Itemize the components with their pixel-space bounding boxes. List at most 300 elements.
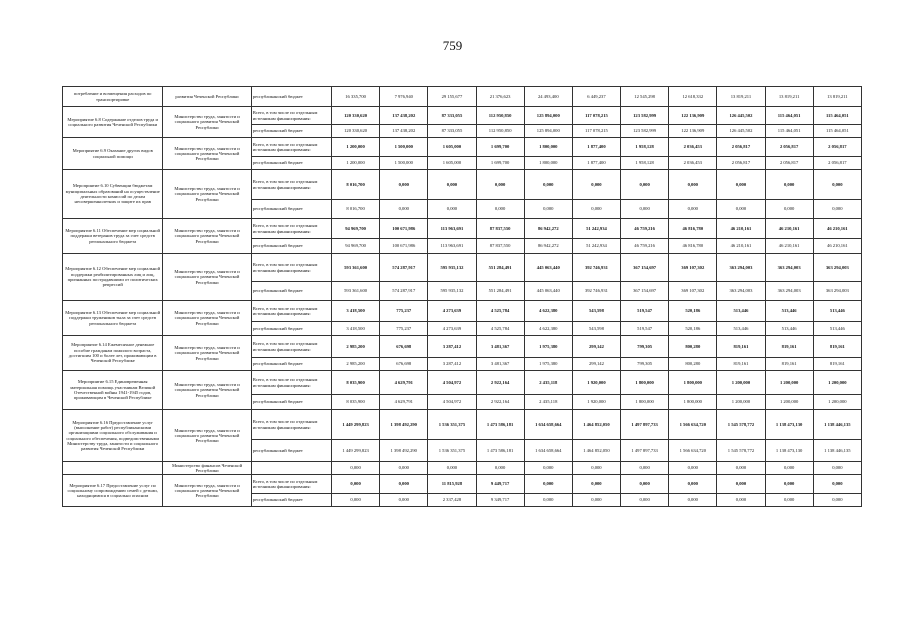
amount-cell: 1 200,000 <box>813 371 861 395</box>
funding-source: республиканский бюджет <box>251 125 331 138</box>
amount-cell: 1 958,128 <box>621 138 669 157</box>
funding-source: республиканский бюджет <box>251 494 331 507</box>
amount-cell: 94 969,700 <box>332 239 380 254</box>
funding-source: республиканский бюджет <box>251 440 331 462</box>
table-body <box>63 87 862 507</box>
table-row <box>63 254 862 282</box>
measure-name: Мероприятие 6.15 Единовременная материальная помощь участникам Великой Отечественной войны 1941-1945 годов, проживающим в Чеченской Республике <box>63 371 163 410</box>
amount-cell: 0,000 <box>524 475 572 494</box>
amount-cell: 819,161 <box>717 358 765 371</box>
amount-cell: 0,000 <box>572 200 620 219</box>
amount-cell: 1 800,000 <box>621 395 669 410</box>
amount-cell: 676,698 <box>380 336 428 358</box>
executor: Министерство труда, занятости и социального развития Чеченской Республики <box>163 138 251 170</box>
amount-cell: 363 294,003 <box>813 254 861 282</box>
amount-cell: 0,000 <box>332 475 380 494</box>
amount-cell: 1 634 658,664 <box>524 410 572 440</box>
amount-cell: 12 618,332 <box>669 87 717 107</box>
amount-cell: 2 985,200 <box>332 336 380 358</box>
amount-cell: 593 361,600 <box>332 254 380 282</box>
amount-cell: 113 963,691 <box>428 239 476 254</box>
executor: Министерство труда, занятости и социального развития Чеченской Республики <box>163 219 251 254</box>
amount-cell: 363 294,003 <box>765 254 813 282</box>
amount-cell: 2 056,817 <box>813 138 861 157</box>
amount-cell: 819,161 <box>813 358 861 371</box>
amount-cell: 137 438,202 <box>380 107 428 125</box>
amount-cell: 12 545,298 <box>621 87 669 107</box>
amount-cell: 363 294,003 <box>717 282 765 301</box>
amount-cell: 87 837,550 <box>476 239 524 254</box>
amount-cell: 0,000 <box>572 170 620 200</box>
amount-cell: 1 138 446,135 <box>813 440 861 462</box>
amount-cell: 2 922,164 <box>476 371 524 395</box>
amount-cell: 1 877,400 <box>572 157 620 170</box>
amount-cell: 1 200,000 <box>813 395 861 410</box>
amount-cell: 1 958,128 <box>621 157 669 170</box>
amount-cell: 2 036,453 <box>669 138 717 157</box>
amount-cell: 0,000 <box>380 170 428 200</box>
amount-cell: 819,161 <box>765 358 813 371</box>
amount-cell: 1 138 473,130 <box>765 440 813 462</box>
amount-cell: 0,000 <box>332 462 380 475</box>
amount-cell: 363 294,003 <box>813 282 861 301</box>
amount-cell: 1 605,000 <box>428 157 476 170</box>
amount-cell: 1 500,000 <box>380 138 428 157</box>
executor: развития Чеченской Республики <box>163 87 251 107</box>
amount-cell: 800,280 <box>669 358 717 371</box>
measure-name: Мероприятие 6.17 Предоставление услуг по социальному сопровождению семей с детьми, находящимися в социально опасном <box>63 475 163 507</box>
amount-cell: 8 016,700 <box>332 170 380 200</box>
amount-cell: 0,000 <box>765 494 813 507</box>
amount-cell: 46 759,216 <box>621 219 669 239</box>
table-row <box>63 462 862 475</box>
amount-cell: 0,000 <box>669 475 717 494</box>
amount-cell: 86 942,272 <box>524 219 572 239</box>
amount-cell: 0,000 <box>380 200 428 219</box>
amount-cell: 0,000 <box>428 170 476 200</box>
amount-cell: 94 969,700 <box>332 219 380 239</box>
amount-cell: 2 036,453 <box>669 157 717 170</box>
measure-name <box>63 462 163 475</box>
amount-cell: 1 449 299,823 <box>332 440 380 462</box>
measure-name: Мероприятие 6.9 Оказание других видов социальной помощи <box>63 138 163 170</box>
amount-cell: 126 445,502 <box>717 107 765 125</box>
funding-source: Всего, в том числе по отдельным источникам финансирования: <box>251 219 331 239</box>
amount-cell: 0,000 <box>476 170 524 200</box>
measure-name: Мероприятие 6.10 Субвенции бюджетам муниципальных образований на осуществление деятельности комиссий по делам несовершеннолетних и защите их прав <box>63 170 163 219</box>
amount-cell: 1 138 473,130 <box>765 410 813 440</box>
amount-cell: 543,598 <box>572 301 620 322</box>
amount-cell: 2 056,817 <box>717 157 765 170</box>
amount-cell: 1 200,000 <box>332 157 380 170</box>
measure-name: Мероприятие 6.14 Ежемесячное денежное пособие гражданам пожилого возраста, достигшим 100 и более лет, проживающим в Чеченской Республике <box>63 336 163 371</box>
amount-cell: 122 136,909 <box>669 125 717 138</box>
amount-cell: 799,305 <box>621 336 669 358</box>
amount-cell: 1 545 578,772 <box>717 410 765 440</box>
amount-cell: 115 464,051 <box>765 107 813 125</box>
amount-cell: 4 629,791 <box>380 371 428 395</box>
amount-cell: 113 963,691 <box>428 219 476 239</box>
amount-cell: 0,000 <box>669 170 717 200</box>
amount-cell: 4 622,380 <box>524 301 572 322</box>
amount-cell: 6 449,237 <box>572 87 620 107</box>
amount-cell: 0,000 <box>621 200 669 219</box>
amount-cell: 120 330,620 <box>332 107 380 125</box>
amount-cell: 363 294,003 <box>717 254 765 282</box>
measure-name: Мероприятие 6.12 Обеспечение мер социальной поддержки реабилитированных лиц и лиц, признанных пострадавшими от политических репрессий <box>63 254 163 301</box>
amount-cell: 0,000 <box>621 170 669 200</box>
amount-cell: 1 497 897,733 <box>621 440 669 462</box>
amount-cell: 11 815,928 <box>428 475 476 494</box>
funding-table <box>62 86 862 507</box>
amount-cell: 100 671,986 <box>380 239 428 254</box>
amount-cell: 0,000 <box>621 462 669 475</box>
funding-source: Всего, в том числе по отдельным источникам финансирования: <box>251 410 331 440</box>
amount-cell: 2 056,817 <box>813 157 861 170</box>
amount-cell: 519,547 <box>621 301 669 322</box>
amount-cell: 0,000 <box>332 494 380 507</box>
amount-cell: 1 800,000 <box>669 395 717 410</box>
amount-cell: 2 985,200 <box>332 358 380 371</box>
amount-cell: 392 746,931 <box>572 282 620 301</box>
amount-cell: 1 699,700 <box>476 157 524 170</box>
funding-source: республиканский бюджет <box>251 157 331 170</box>
amount-cell: 543,598 <box>572 322 620 336</box>
amount-cell: 3 481,367 <box>476 336 524 358</box>
amount-cell: 46 210,161 <box>717 239 765 254</box>
funding-source: Всего, в том числе по отдельным источникам финансирования: <box>251 107 331 125</box>
amount-cell: 8 035,900 <box>332 371 380 395</box>
measure-name: Мероприятие 6.8 Содержание отделов труда и социального развития Чеченской Республики <box>63 107 163 138</box>
amount-cell: 551 284,491 <box>476 254 524 282</box>
amount-cell: 595 935,132 <box>428 282 476 301</box>
measure-name: потребление и возмещения расходов по транспортировке <box>63 87 163 107</box>
amount-cell: 445 063,440 <box>524 282 572 301</box>
amount-cell: 4 273,639 <box>428 322 476 336</box>
table-row <box>63 301 862 322</box>
amount-cell: 0,000 <box>813 494 861 507</box>
table-row <box>63 87 862 107</box>
amount-cell: 0,000 <box>621 475 669 494</box>
amount-cell: 519,547 <box>621 322 669 336</box>
amount-cell: 1 800,000 <box>669 371 717 395</box>
funding-source: Всего, в том числе по отдельным источникам финансирования: <box>251 475 331 494</box>
executor: Министерство труда, занятости и социального развития Чеченской Республики <box>163 410 251 462</box>
amount-cell: 112 950,850 <box>476 107 524 125</box>
page-number: 759 <box>442 38 463 53</box>
amount-cell: 0,000 <box>813 462 861 475</box>
amount-cell: 123 582,999 <box>621 107 669 125</box>
amount-cell: 1 566 634,720 <box>669 410 717 440</box>
amount-cell: 51 242,934 <box>572 219 620 239</box>
amount-cell: 819,161 <box>717 336 765 358</box>
amount-cell: 0,000 <box>428 200 476 219</box>
amount-cell: 4 504,972 <box>428 371 476 395</box>
amount-cell: 4 622,380 <box>524 322 572 336</box>
executor: Министерство труда, занятости и социального развития Чеченской Республики <box>163 301 251 336</box>
amount-cell: 1 920,000 <box>572 395 620 410</box>
funding-source: республиканский бюджет <box>251 282 331 301</box>
table-row <box>63 170 862 200</box>
amount-cell: 299,142 <box>572 358 620 371</box>
amount-cell: 46 816,780 <box>669 239 717 254</box>
amount-cell: 87 333,055 <box>428 125 476 138</box>
funding-source: Всего, в том числе по отдельным источникам финансирования: <box>251 336 331 358</box>
funding-source: республиканский бюджет <box>251 200 331 219</box>
funding-source: Всего, в том числе по отдельным источникам финансирования: <box>251 301 331 322</box>
amount-cell: 0,000 <box>524 200 572 219</box>
amount-cell: 51 242,934 <box>572 239 620 254</box>
amount-cell: 775,237 <box>380 322 428 336</box>
amount-cell: 2 056,817 <box>765 157 813 170</box>
amount-cell: 46 210,161 <box>717 219 765 239</box>
amount-cell: 4 273,639 <box>428 301 476 322</box>
amount-cell: 3 418,500 <box>332 322 380 336</box>
amount-cell: 2 056,817 <box>717 138 765 157</box>
funding-source: Всего, в том числе по отдельным источникам финансирования: <box>251 138 331 157</box>
amount-cell: 819,161 <box>813 336 861 358</box>
amount-cell: 0,000 <box>717 475 765 494</box>
amount-cell: 1 200,000 <box>765 371 813 395</box>
amount-cell: 0,000 <box>524 462 572 475</box>
amount-cell: 126 445,502 <box>717 125 765 138</box>
amount-cell: 46 210,161 <box>765 219 813 239</box>
amount-cell: 1 449 299,823 <box>332 410 380 440</box>
amount-cell: 551 284,491 <box>476 282 524 301</box>
amount-cell: 46 210,161 <box>765 239 813 254</box>
amount-cell: 520,186 <box>669 301 717 322</box>
amount-cell: 125 894,000 <box>524 125 572 138</box>
amount-cell: 363 294,003 <box>765 282 813 301</box>
amount-cell: 115 464,051 <box>813 107 861 125</box>
amount-cell: 1 545 578,772 <box>717 440 765 462</box>
amount-cell: 0,000 <box>813 170 861 200</box>
amount-cell: 0,000 <box>669 200 717 219</box>
amount-cell: 8 035,900 <box>332 395 380 410</box>
amount-cell: 117 078,215 <box>572 125 620 138</box>
amount-cell: 4 504,972 <box>428 395 476 410</box>
amount-cell: 16 335,700 <box>332 87 380 107</box>
amount-cell: 0,000 <box>380 475 428 494</box>
amount-cell: 87 837,550 <box>476 219 524 239</box>
amount-cell: 1 536 351,375 <box>428 440 476 462</box>
amount-cell: 1 200,000 <box>332 138 380 157</box>
funding-source: Всего, в том числе по отдельным источникам финансирования: <box>251 170 331 200</box>
amount-cell: 513,446 <box>765 301 813 322</box>
amount-cell: 676,698 <box>380 358 428 371</box>
amount-cell: 0,000 <box>428 462 476 475</box>
amount-cell: 125 894,000 <box>524 107 572 125</box>
amount-cell: 0,000 <box>669 494 717 507</box>
amount-cell: 0,000 <box>717 494 765 507</box>
amount-cell: 4 525,784 <box>476 301 524 322</box>
amount-cell: 513,446 <box>717 301 765 322</box>
amount-cell: 513,446 <box>765 322 813 336</box>
amount-cell: 1 497 897,733 <box>621 410 669 440</box>
amount-cell: 0,000 <box>621 494 669 507</box>
amount-cell: 0,000 <box>765 170 813 200</box>
amount-cell: 1 975,380 <box>524 336 572 358</box>
executor: Министерство труда, занятости и социального развития Чеченской Республики <box>163 107 251 138</box>
table-row <box>63 410 862 440</box>
funding-source: республиканский бюджет <box>251 239 331 254</box>
amount-cell: 0,000 <box>572 475 620 494</box>
amount-cell: 21 376,623 <box>476 87 524 107</box>
amount-cell: 0,000 <box>813 475 861 494</box>
amount-cell: 4 525,784 <box>476 322 524 336</box>
amount-cell: 112 950,850 <box>476 125 524 138</box>
amount-cell: 1 699,700 <box>476 138 524 157</box>
executor: Министерство труда, занятости и социального развития Чеченской Республики <box>163 371 251 410</box>
amount-cell: 0,000 <box>765 200 813 219</box>
amount-cell: 13 819,211 <box>717 87 765 107</box>
amount-cell: 513,446 <box>813 301 861 322</box>
table-row <box>63 138 862 157</box>
amount-cell: 1 464 852,050 <box>572 410 620 440</box>
amount-cell: 775,237 <box>380 301 428 322</box>
amount-cell: 1 500,000 <box>380 157 428 170</box>
amount-cell: 1 800,000 <box>524 157 572 170</box>
amount-cell: 117 078,215 <box>572 107 620 125</box>
executor: Министерство финансов Чеченской Республики <box>163 462 251 475</box>
amount-cell: 0,000 <box>765 462 813 475</box>
amount-cell: 799,305 <box>621 358 669 371</box>
amount-cell: 0,000 <box>524 494 572 507</box>
amount-cell: 0,000 <box>669 462 717 475</box>
amount-cell: 86 942,272 <box>524 239 572 254</box>
amount-cell: 120 330,620 <box>332 125 380 138</box>
amount-cell: 299,142 <box>572 336 620 358</box>
funding-source: республиканский бюджет <box>251 87 331 107</box>
table-row <box>63 336 862 358</box>
amount-cell: 1 473 586,181 <box>476 440 524 462</box>
amount-cell: 0,000 <box>572 494 620 507</box>
amount-cell: 1 566 634,720 <box>669 440 717 462</box>
executor: Министерство труда, занятости и социального развития Чеченской Республики <box>163 336 251 371</box>
amount-cell: 595 935,132 <box>428 254 476 282</box>
amount-cell: 0,000 <box>380 494 428 507</box>
amount-cell: 593 361,600 <box>332 282 380 301</box>
amount-cell: 0,000 <box>380 462 428 475</box>
amount-cell: 122 136,909 <box>669 107 717 125</box>
amount-cell: 0,000 <box>813 200 861 219</box>
funding-source: Всего, в том числе по отдельным источникам финансирования: <box>251 254 331 282</box>
executor: Министерство труда, занятости и социального развития Чеченской Республики <box>163 170 251 219</box>
table-row <box>63 219 862 239</box>
amount-cell: 1 200,000 <box>765 395 813 410</box>
amount-cell: 87 333,055 <box>428 107 476 125</box>
amount-cell: 0,000 <box>524 170 572 200</box>
amount-cell: 513,446 <box>813 322 861 336</box>
amount-cell: 29 155,677 <box>428 87 476 107</box>
measure-name: Мероприятие 6.13 Обеспечение мер социальной поддержки тружеников тыла за счет средств регионального бюджета <box>63 301 163 336</box>
amount-cell: 2 056,817 <box>765 138 813 157</box>
amount-cell: 2 337,428 <box>428 494 476 507</box>
executor: Министерство труда, занятости и социального развития Чеченской Республики <box>163 475 251 507</box>
amount-cell: 9 349,717 <box>476 494 524 507</box>
amount-cell: 9 449,717 <box>476 475 524 494</box>
amount-cell: 1 920,000 <box>572 371 620 395</box>
amount-cell: 819,161 <box>765 336 813 358</box>
amount-cell: 0,000 <box>765 475 813 494</box>
amount-cell: 7 976,940 <box>380 87 428 107</box>
table-row <box>63 475 862 494</box>
funding-source: Всего, в том числе по отдельным источникам финансирования: <box>251 371 331 395</box>
amount-cell: 1 138 446,135 <box>813 410 861 440</box>
amount-cell: 0,000 <box>572 462 620 475</box>
executor: Министерство труда, занятости и социального развития Чеченской Республики <box>163 254 251 301</box>
amount-cell: 1 877,400 <box>572 138 620 157</box>
amount-cell: 445 063,440 <box>524 254 572 282</box>
amount-cell: 1 634 658,664 <box>524 440 572 462</box>
amount-cell: 1 800,000 <box>621 371 669 395</box>
amount-cell: 46 816,780 <box>669 219 717 239</box>
funding-source: республиканский бюджет <box>251 322 331 336</box>
amount-cell: 1 473 586,181 <box>476 410 524 440</box>
amount-cell: 13 819,211 <box>765 87 813 107</box>
funding-source: республиканский бюджет <box>251 358 331 371</box>
amount-cell: 115 464,051 <box>765 125 813 138</box>
amount-cell: 2 435,118 <box>524 371 572 395</box>
amount-cell: 8 016,700 <box>332 200 380 219</box>
amount-cell: 3 418,500 <box>332 301 380 322</box>
amount-cell: 0,000 <box>717 462 765 475</box>
measure-name: Мероприятие 6.11 Обеспечение мер социальной поддержки ветеранов труда за счет средств регионального бюджета <box>63 219 163 254</box>
amount-cell: 2 435,118 <box>524 395 572 410</box>
funding-source <box>251 462 331 475</box>
amount-cell: 1 605,000 <box>428 138 476 157</box>
measure-name: Мероприятие 6.16 Предоставление услуг (выполнение работ) республиканскими организациями социального обслуживания и социального обеспечения, подведомственными Министерству труда, занятости и социального развития Чеченской Республики <box>63 410 163 462</box>
amount-cell: 0,000 <box>476 200 524 219</box>
amount-cell: 137 438,202 <box>380 125 428 138</box>
amount-cell: 513,446 <box>717 322 765 336</box>
table-row <box>63 371 862 395</box>
amount-cell: 1 398 492,290 <box>380 440 428 462</box>
amount-cell: 1 536 351,375 <box>428 410 476 440</box>
amount-cell: 1 800,000 <box>524 138 572 157</box>
amount-cell: 115 464,051 <box>813 125 861 138</box>
amount-cell: 3 481,367 <box>476 358 524 371</box>
table-row <box>63 107 862 125</box>
amount-cell: 46 759,216 <box>621 239 669 254</box>
amount-cell: 4 629,791 <box>380 395 428 410</box>
amount-cell: 1 398 492,290 <box>380 410 428 440</box>
amount-cell: 800,280 <box>669 336 717 358</box>
amount-cell: 574 287,917 <box>380 282 428 301</box>
amount-cell: 1 975,380 <box>524 358 572 371</box>
amount-cell: 123 582,999 <box>621 125 669 138</box>
amount-cell: 1 464 852,050 <box>572 440 620 462</box>
amount-cell: 367 154,697 <box>621 282 669 301</box>
amount-cell: 24 493,400 <box>524 87 572 107</box>
amount-cell: 100 671,986 <box>380 219 428 239</box>
amount-cell: 2 922,164 <box>476 395 524 410</box>
amount-cell: 574 287,917 <box>380 254 428 282</box>
amount-cell: 46 210,161 <box>813 219 861 239</box>
amount-cell: 13 819,211 <box>813 87 861 107</box>
amount-cell: 369 107,302 <box>669 254 717 282</box>
amount-cell: 1 200,000 <box>717 395 765 410</box>
amount-cell: 46 210,161 <box>813 239 861 254</box>
amount-cell: 0,000 <box>717 170 765 200</box>
amount-cell: 392 746,931 <box>572 254 620 282</box>
funding-source: республиканский бюджет <box>251 395 331 410</box>
amount-cell: 3 287,412 <box>428 336 476 358</box>
amount-cell: 369 107,302 <box>669 282 717 301</box>
amount-cell: 367 154,697 <box>621 254 669 282</box>
amount-cell: 520,186 <box>669 322 717 336</box>
amount-cell: 1 200,000 <box>717 371 765 395</box>
